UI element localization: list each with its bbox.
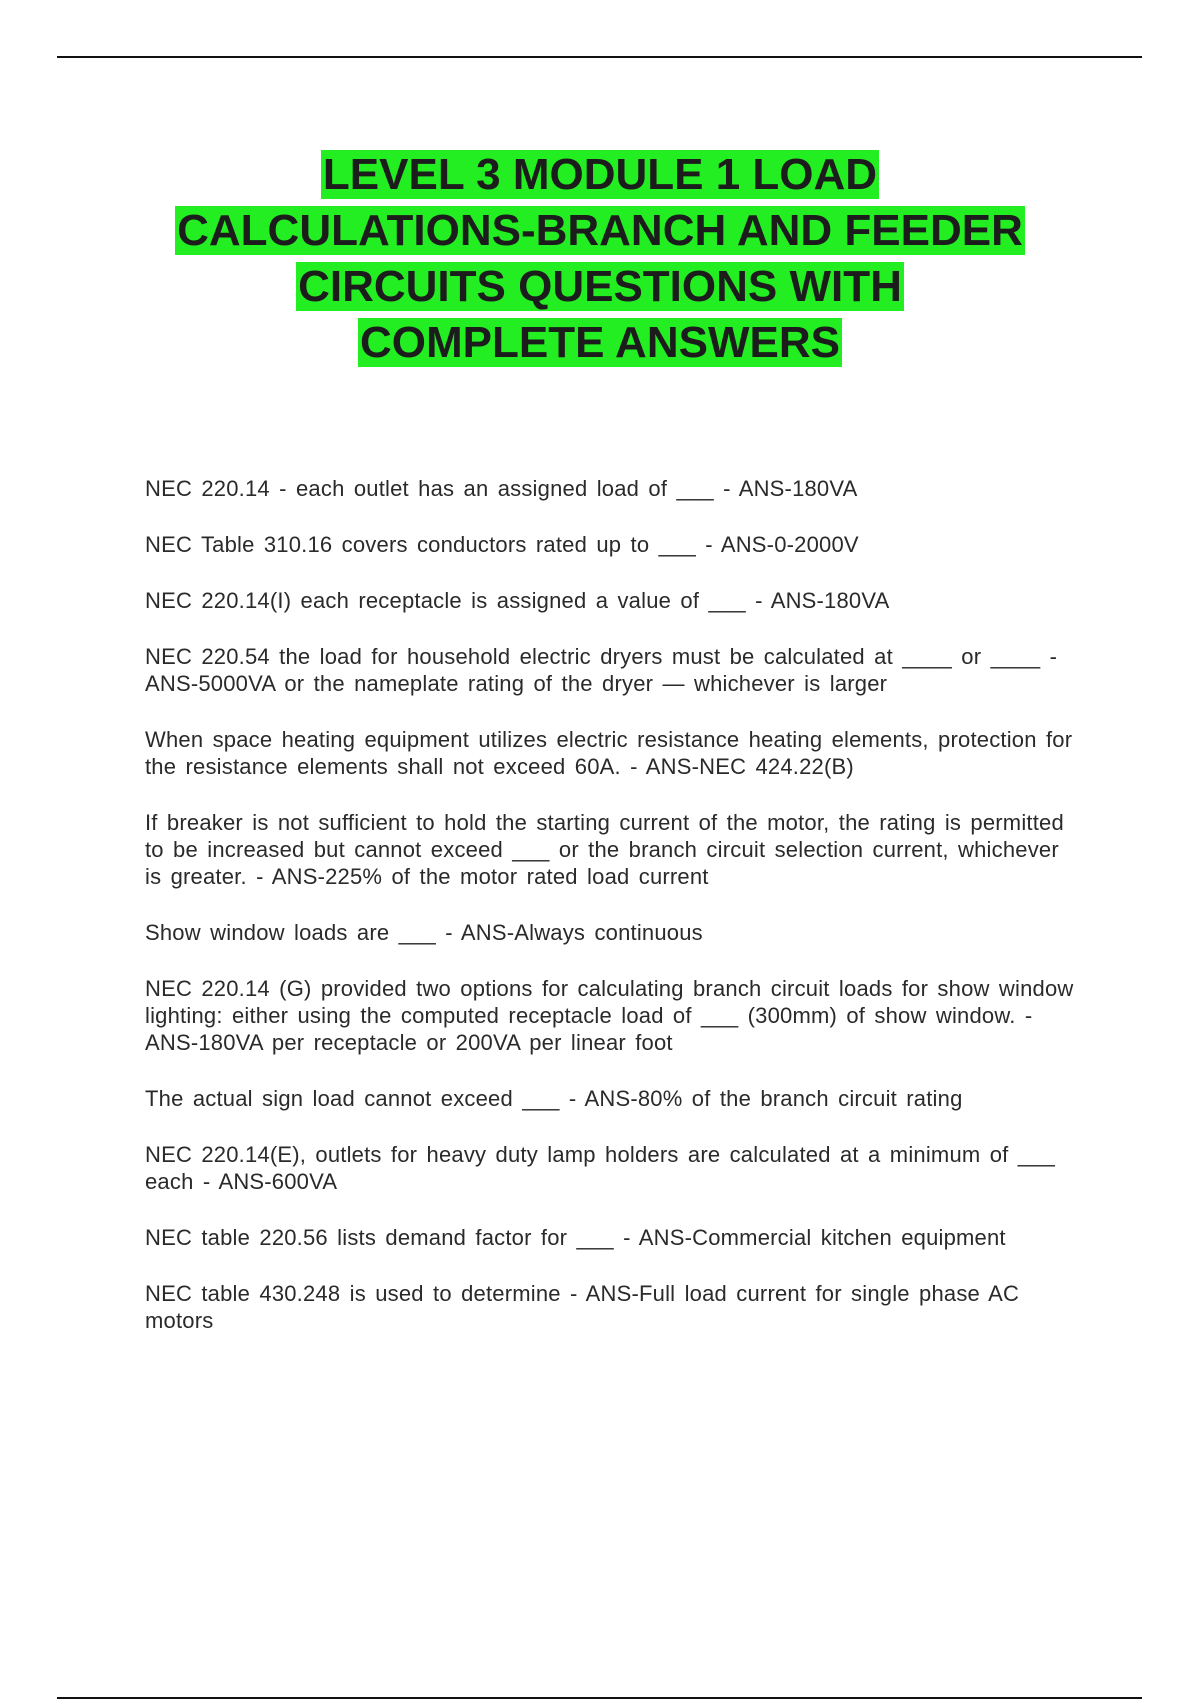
qa-item: NEC 220.14 - each outlet has an assigned load of ___ - ANS-180VA [145, 476, 858, 501]
title-heading [120, 147, 1080, 371]
qa-item: NEC 220.14(E), outlets for heavy duty lamp holders are calculated at a minimum of ___ each - ANS-600VA [145, 1142, 1056, 1194]
qa-item: The actual sign load cannot exceed ___ - ANS-80% of the branch circuit rating [145, 1086, 963, 1111]
qa-item: NEC 220.14 (G) provided two options for calculating branch circuit loads for show window lighting: either using the computed receptacle load of ___ (300mm) of show window. - ANS-180VA per receptacle or 200VA per linear foot [145, 976, 1074, 1055]
qa-item: NEC table 220.56 lists demand factor for ___ - ANS-Commercial kitchen equipment [145, 1225, 1006, 1250]
document-title [120, 147, 1080, 371]
title-line: CIRCUITS QUESTIONS WITH [298, 262, 902, 311]
bottom-rule [57, 1697, 1142, 1699]
qa-item: NEC Table 310.16 covers conductors rated up to ___ - ANS-0-2000V [145, 532, 859, 557]
qa-item: NEC 220.54 the load for household electric dryers must be calculated at ____ or ____ - ANS-5000VA or the nameplate rating of the dryer — whichever is larger [145, 644, 1058, 696]
qa-item: Show window loads are ___ - ANS-Always continuous [145, 920, 703, 945]
qa-item: If breaker is not sufficient to hold the starting current of the motor, the rating is permitted to be increased but cannot exceed ___ or the branch circuit selection current, whichever is greater. - ANS-225% of the motor rated load current [145, 810, 1064, 889]
top-rule [57, 56, 1142, 58]
qa-item: When space heating equipment utilizes electric resistance heating elements, protection for the resistance elements shall not exceed 60A. - ANS-NEC 424.22(B) [145, 727, 1073, 779]
title-line: CALCULATIONS-BRANCH AND FEEDER [177, 206, 1023, 255]
qa-item: NEC table 430.248 is used to determine - ANS-Full load current for single phase AC motors [145, 1281, 1020, 1333]
title-line: COMPLETE ANSWERS [360, 318, 840, 367]
qa-item: NEC 220.14(I) each receptacle is assigned a value of ___ - ANS-180VA [145, 588, 890, 613]
question-answer-list [145, 475, 1080, 1363]
title-line: LEVEL 3 MODULE 1 LOAD [322, 150, 878, 199]
